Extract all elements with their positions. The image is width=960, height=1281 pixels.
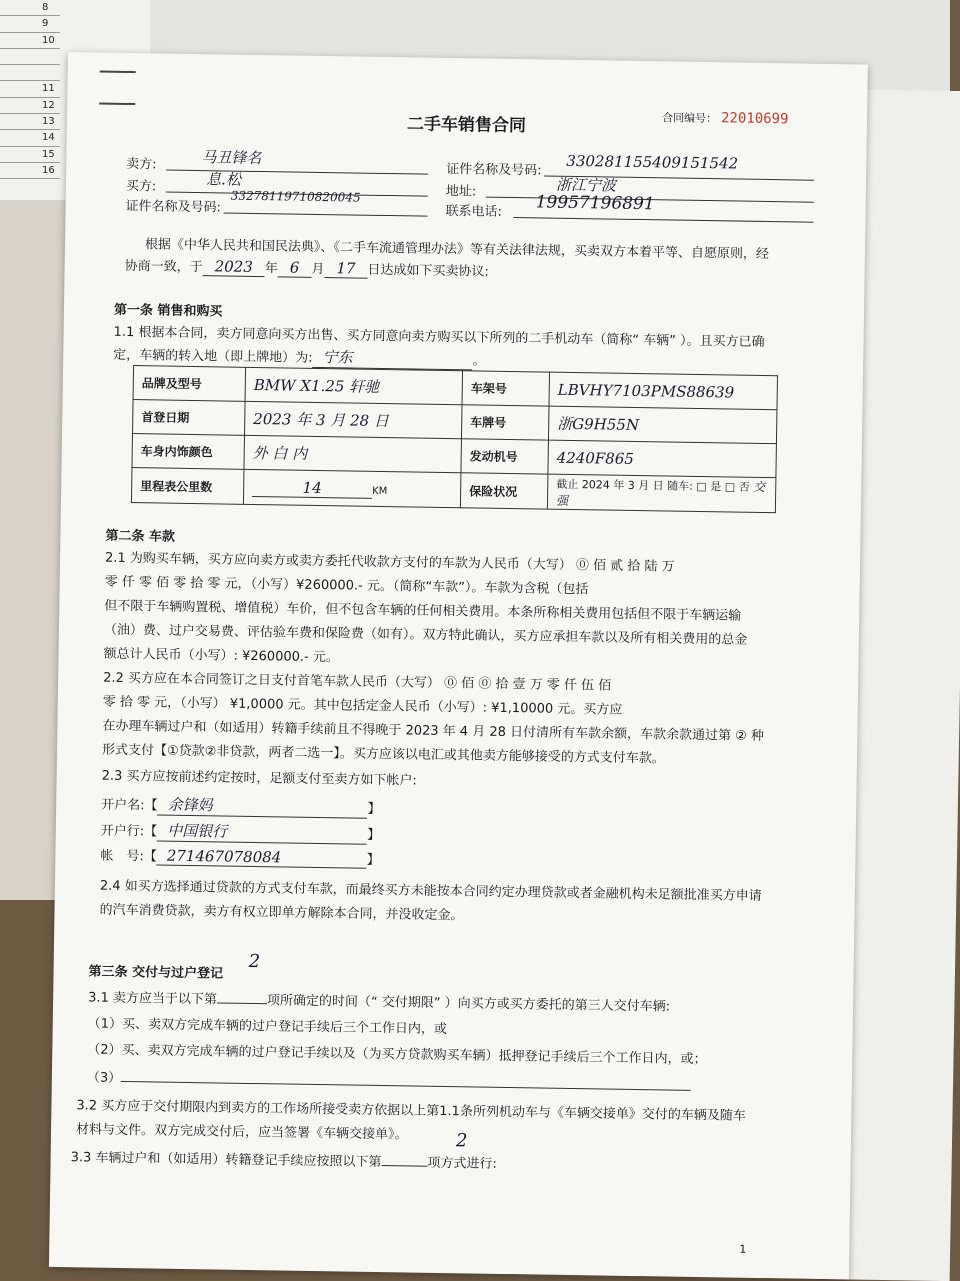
ink-mark [100, 71, 136, 74]
underline [223, 212, 427, 216]
seller-id-number: 330281155409151542 [566, 151, 739, 173]
article-3-line-4: （3） [87, 1066, 692, 1094]
article-2-heading: 第二条 车款 [105, 528, 176, 545]
article-3-line-2: （1）买、卖双方完成车辆的过户登记手续后三个工作日内，或 [87, 1016, 448, 1038]
buyer-id-number: 33278119710820045 [230, 188, 361, 205]
ink-mark [99, 102, 135, 105]
contract-page [49, 52, 868, 1279]
article-1-heading: 第一条 销售和购买 [113, 302, 223, 320]
article-3-line-6: 材料与文件。双方完成交付后，应当签署《车辆交接单》。 [75, 1122, 408, 1143]
article-2-line-7: 零 拾 零 元，（小写） ¥1,0000 元。其中包括定金人民币（小写）: ¥1,10000 元。买方应 [102, 694, 623, 718]
seller-label: 卖方: [126, 156, 157, 173]
article-3-line-5: 3.2 买方应于交付期限内到卖方的工作场所接受卖方依据以上第1.1条所列机动车与《车辆交接单》交付的车辆及随车 [76, 1098, 746, 1124]
account-bank-row: 开户行:【 中国银行 】 [101, 819, 381, 845]
side-number: 13 [0, 114, 60, 130]
article-2-line-4: （油）费、过户交易费、评估验车费和保险费（如有）。双方特此确认，买方应承担车款以及所有相关费用的总金 [103, 622, 748, 648]
side-number-column [0, 0, 60, 179]
article-2-line-11: 2.4 如买方选择通过贷款的方式支付车款，而最终买方未能按本合同约定办理贷款或者金融机构未足额批准买方申请 [99, 878, 762, 904]
cert-label: 证件名称及号码: [446, 161, 542, 179]
brand-value: BMW X1.25 轩驰 [245, 367, 463, 404]
buyer-name: 息.松 [205, 170, 241, 189]
insurance-note: 交强 [555, 479, 766, 508]
address-value: 浙江宁波 [555, 175, 617, 195]
contract-number: 合同编号： 22010699 [661, 110, 789, 128]
mileage-label: 里程表公里数 [131, 468, 244, 505]
buyer-label: 买方: [125, 178, 157, 195]
preamble-line-2: 协商一致，于 2023 年 6 月 17 日达成如下买卖协议: [124, 257, 489, 280]
handwritten-item-number: 2 [455, 1130, 468, 1152]
preamble-line-1: 根据《中华人民共和国民法典》、《二手车流通管理办法》等有关法律法规，买卖双方本着平等、自愿原则，经 [144, 237, 770, 263]
article-2-line-12: 的汽车消费贷款，卖方有权立即单方解除本合同，并没收定金。 [99, 902, 464, 924]
side-number [0, 65, 60, 81]
article-2-line-5: 额总计人民币（小写）: ¥260000.- 元。 [103, 646, 340, 666]
account-name-row: 开户名:【 余锋妈 】 [101, 793, 381, 819]
side-number: 8 [0, 0, 60, 16]
article-3-heading: 第三条 交付与过户登记 [88, 964, 224, 982]
article-3-line-3: （2）买、卖双方完成车辆的过户登记手续以及（为买方贷款购买车辆）抵押登记手续后三个工作日内，或； [87, 1042, 707, 1068]
handwritten-item-number: 2 [248, 950, 261, 973]
account-name: 余锋妈 [157, 794, 367, 819]
id-label: 证件名称及号码: [125, 198, 222, 216]
color-value: 外 白 内 [244, 435, 462, 472]
frame-label: 车架号 [462, 371, 550, 406]
article-2-line-9: 形式支付【①贷款②非贷款，两者二选一】。买方应该以电汇或其他卖方能够接受的方式支付车款。 [101, 742, 665, 767]
side-number: 14 [0, 130, 60, 146]
address-label: 地址: [445, 183, 477, 200]
insurance-label: 保险状况 [460, 473, 548, 509]
vehicle-info-table [131, 365, 778, 513]
side-number: 11 [0, 81, 60, 97]
side-number: 15 [0, 147, 60, 163]
article-1-line-2: 定，车辆的转入地（即上牌地）为: 宁东 。 [113, 347, 486, 369]
frame-value: LBVHY7103PMS88639 [549, 372, 778, 410]
side-number [0, 49, 60, 65]
article-2-line-10: 2.3 买方应按前述约定按时，足额支付至卖方如下帐户: [101, 768, 417, 789]
insurance-value: 截止 2024 年 3 月 日 随车: □ 是 □ 否 [556, 477, 750, 494]
mileage-value: 14 [252, 477, 372, 498]
insurance-cell [547, 474, 776, 513]
article-2-line-3: 但不限于车辆购置税、增值税）车价，但不包含车辆的任何相关费用。本条所称相关费用包括但不限于车辆运输 [104, 598, 742, 624]
registration-value: 2023 年 3 月 28 日 [245, 401, 463, 438]
article-2-line-1: 2.1 为购买车辆，买方应向卖方或卖方委托代收款方支付的车款为人民币（大写） ⓪ 佰 贰 拾 陆 万 [104, 550, 675, 575]
mileage-cell: 14 KM [243, 469, 461, 507]
side-number: 16 [0, 163, 60, 179]
article-2-line-2: 零 仟 零 佰 零 拾 零 元，（小写）¥260000.- 元。（简称“车款”）。车款为含税（包括 [104, 574, 589, 598]
plate-value: 浙G9H55N [548, 406, 777, 444]
engine-label: 发动机号 [461, 439, 549, 474]
article-1-line-1: 1.1 根据本合同，卖方同意向买方出售、买方同意向卖方购买以下所列的二手机动车（简称“ 车辆” ）。且买方已确 [113, 324, 765, 350]
side-number: 10 [0, 33, 60, 49]
account-bank: 中国银行 [157, 819, 367, 844]
registration-label: 首登日期 [133, 400, 246, 436]
account-number-row: 帐 号:【 271467078084 】 [100, 846, 380, 868]
phone-label: 联系电话: [445, 203, 503, 220]
article-3-line-7: 3.3 车辆过户和（如适用）转籍登记手续应按照以下第 项方式进行: [70, 1150, 497, 1172]
contract-title: 二手车销售合同 [406, 114, 527, 137]
page-number: 1 [739, 1242, 747, 1256]
underline [513, 217, 813, 223]
engine-value: 4240F865 [548, 440, 777, 478]
brand-label: 品牌及型号 [133, 366, 246, 402]
color-label: 车身内饰颜色 [132, 434, 245, 470]
plate-label: 车牌号 [461, 405, 549, 440]
article-3-line-1: 3.1 卖方应当于以下第 项所确定的时间（“ 交付期限” ）向买方或买方委托的第三人交付车辆: [88, 990, 671, 1015]
article-2-line-8: 在办理车辆过户和（如适用）转籍手续前且不得晚于 2023 年 4 月 28 日付清所有车款余额，车款余款通过第 ② 种 [102, 718, 765, 745]
article-2-line-6: 2.2 买方应在本合同签订之日支付首笔车款人民币（大写） ⓪ 佰 ⓪ 拾 壹 万 零 仟 伍 佰 [103, 670, 612, 694]
account-number: 271467078084 [157, 846, 367, 868]
side-number: 9 [0, 16, 60, 32]
seller-name: 马丑锋名 [201, 148, 262, 168]
side-number: 12 [0, 98, 60, 114]
phone-value: 19957196891 [535, 192, 655, 215]
